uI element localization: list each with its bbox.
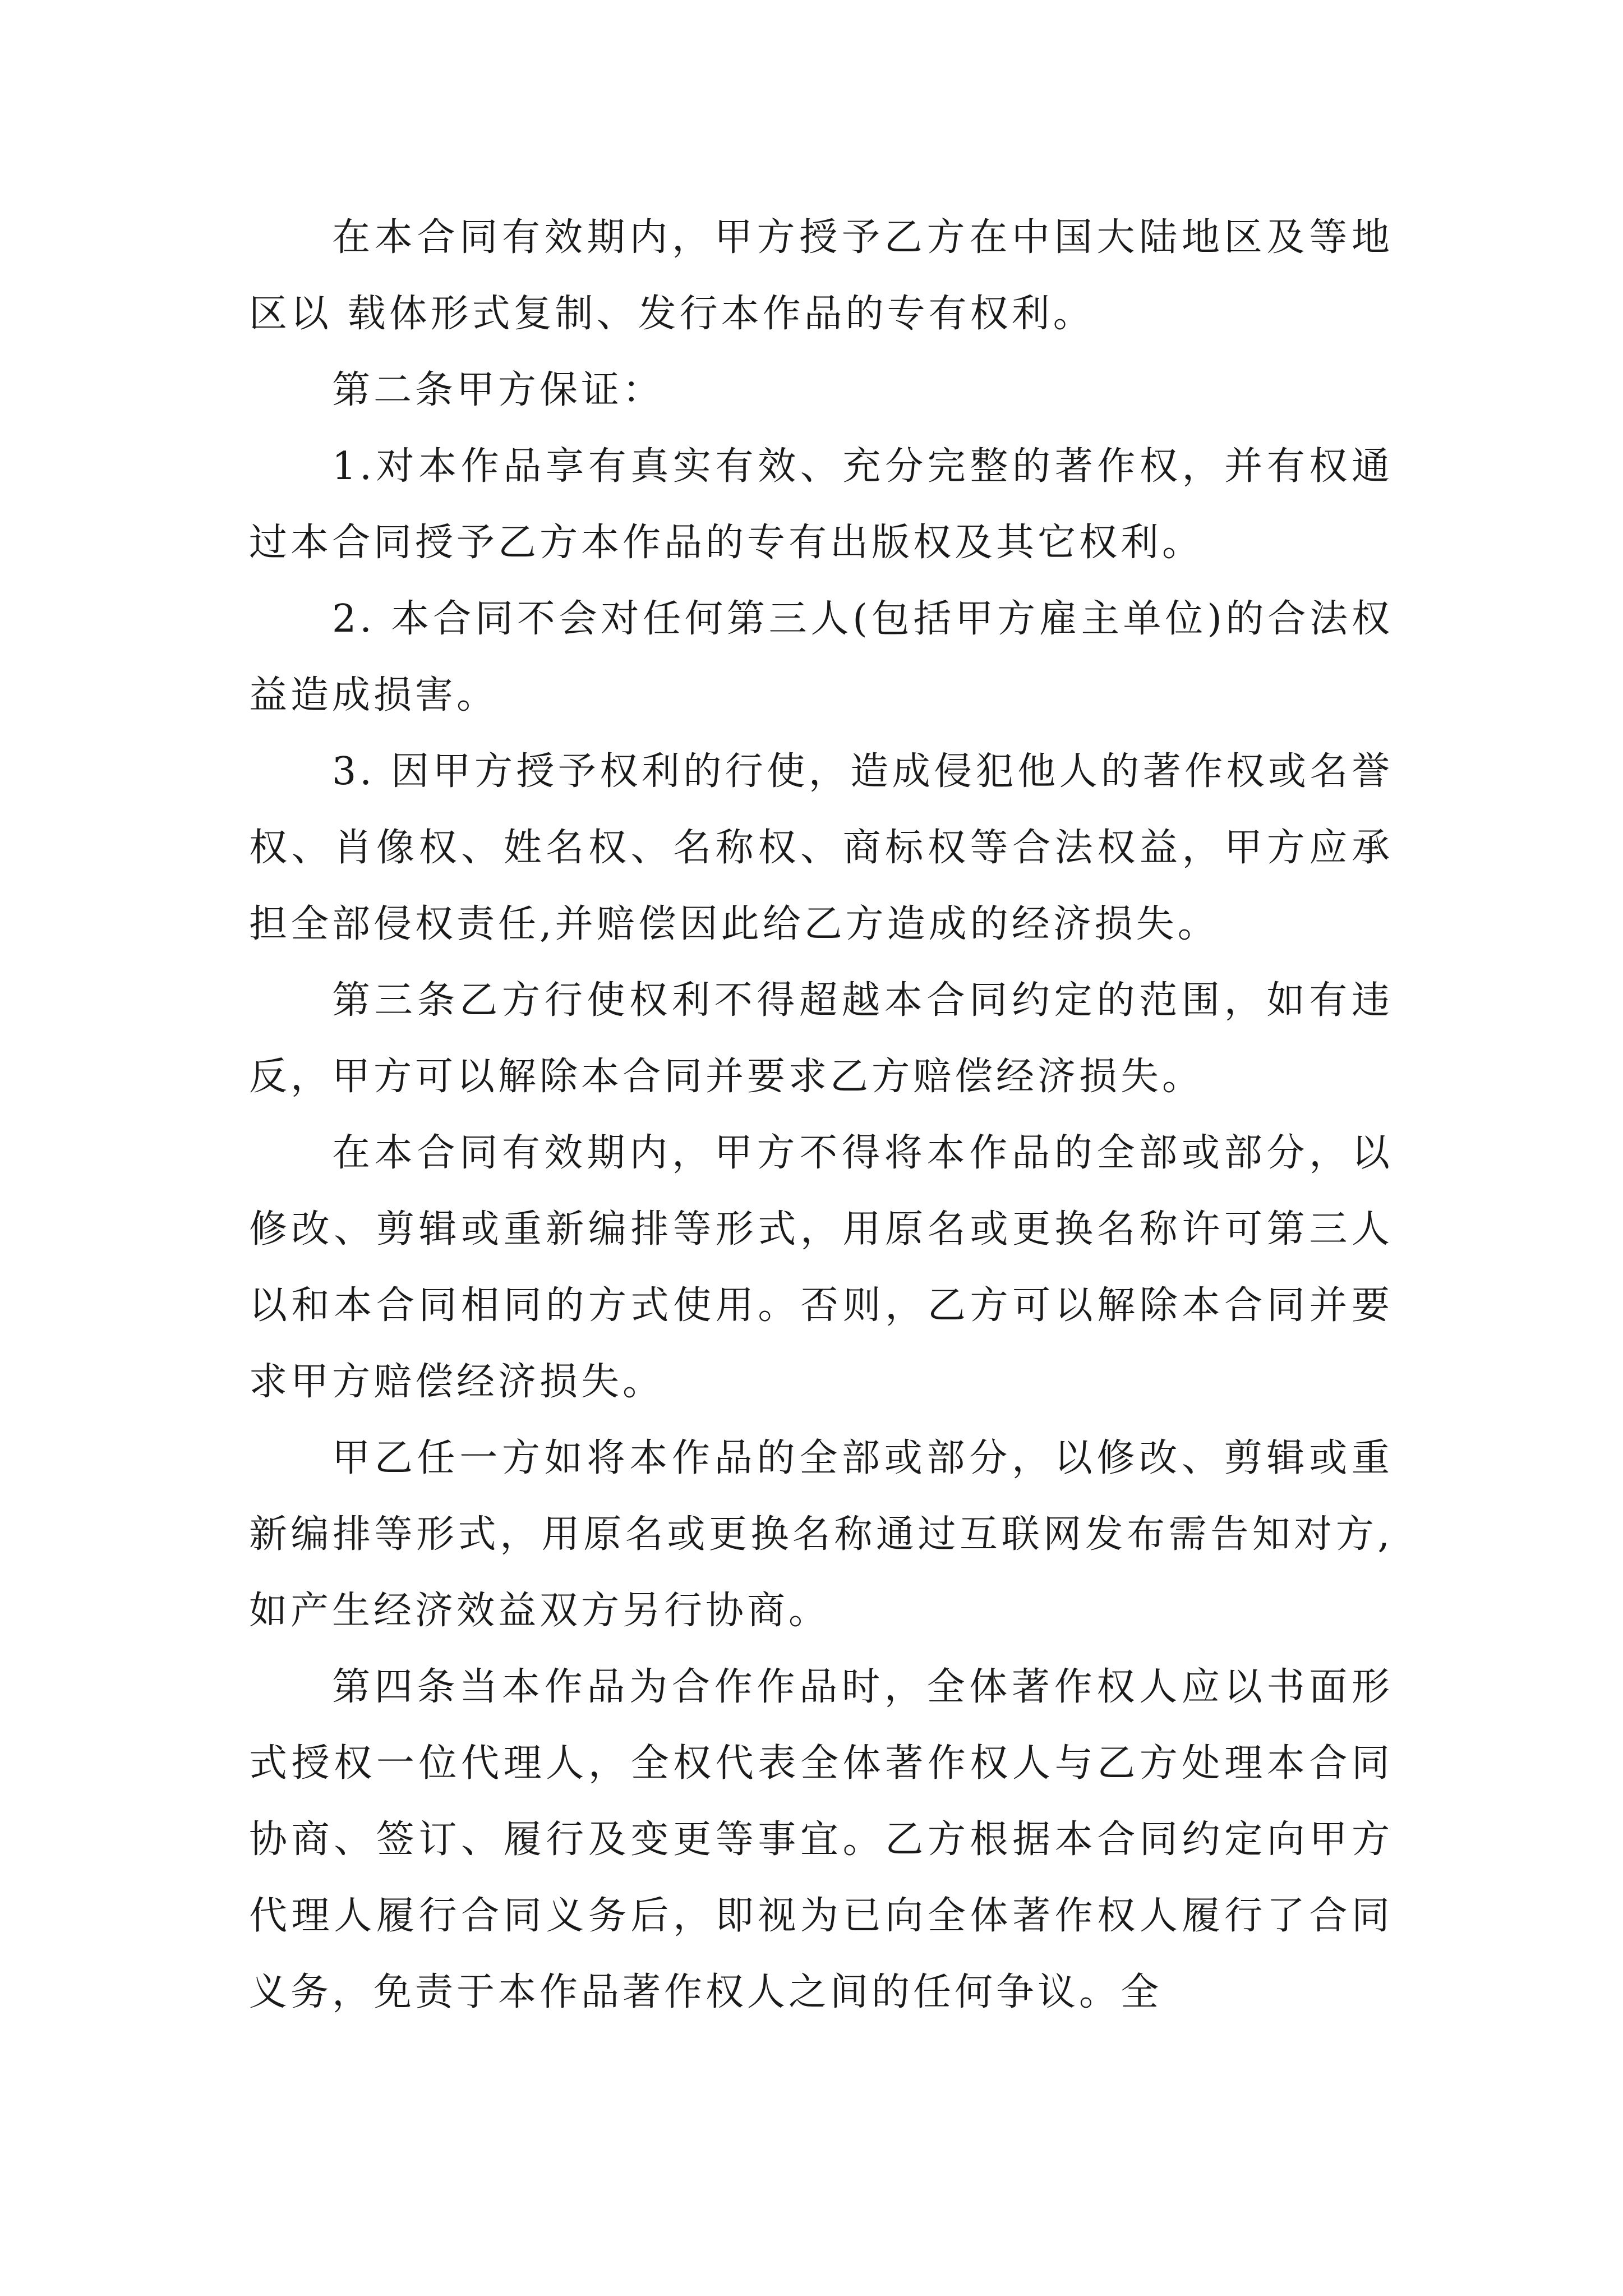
paragraph-warranty-2: 2. 本合同不会对任何第三人(包括甲方雇主单位)的合法权益造成损害。 (249, 597, 1393, 717)
paragraph-exclusivity: 在本合同有效期内，甲方不得将本作品的全部或部分，以修改、剪辑或重新编排等形式，用原名或更换名称许可第三人以和本合同相同的方式使用。否则，乙方可以解除本合同并要求甲方赔偿经济损失。 (249, 1131, 1393, 1404)
paragraph-internet-publication: 甲乙任一方如将本作品的全部或部分，以修改、剪辑或重新编排等形式，用原名或更换名称通过互联网发布需告知对方,如产生经济效益双方另行协商。 (249, 1436, 1393, 1633)
document-body (249, 200, 1393, 2031)
paragraph-warranty-3: 3. 因甲方授予权利的行使，造成侵犯他人的著作权或名誉权、肖像权、姓名权、名称权、商标权等合法权益，甲方应承担全部侵权责任,并赔偿因此给乙方造成的经济损失。 (249, 749, 1393, 946)
paragraph-territory-grant: 在本合同有效期内，甲方授予乙方在中国大陆地区及等地区以 载体形式复制、发行本作品的专有权利。 (249, 215, 1393, 336)
paragraph-article-2-heading: 第二条甲方保证： (332, 368, 665, 412)
paragraph-article-3: 第三条乙方行使权利不得超越本合同约定的范围，如有违反，甲方可以解除本合同并要求乙方赔偿经济损失。 (249, 978, 1393, 1099)
paragraph-article-4: 第四条当本作品为合作作品时，全体著作权人应以书面形式授权一位代理人，全权代表全体著作权人与乙方处理本合同协商、签订、履行及变更等事宜。乙方根据本合同约定向甲方代理人履行合同义务后，即视为已向全体著作权人履行了合同义务，免责于本作品著作权人之间的任何争议。全 (249, 1665, 1393, 2014)
paragraph-warranty-1: 1.对本作品享有真实有效、充分完整的著作权，并有权通过本合同授予乙方本作品的专有出版权及其它权利。 (249, 444, 1393, 565)
